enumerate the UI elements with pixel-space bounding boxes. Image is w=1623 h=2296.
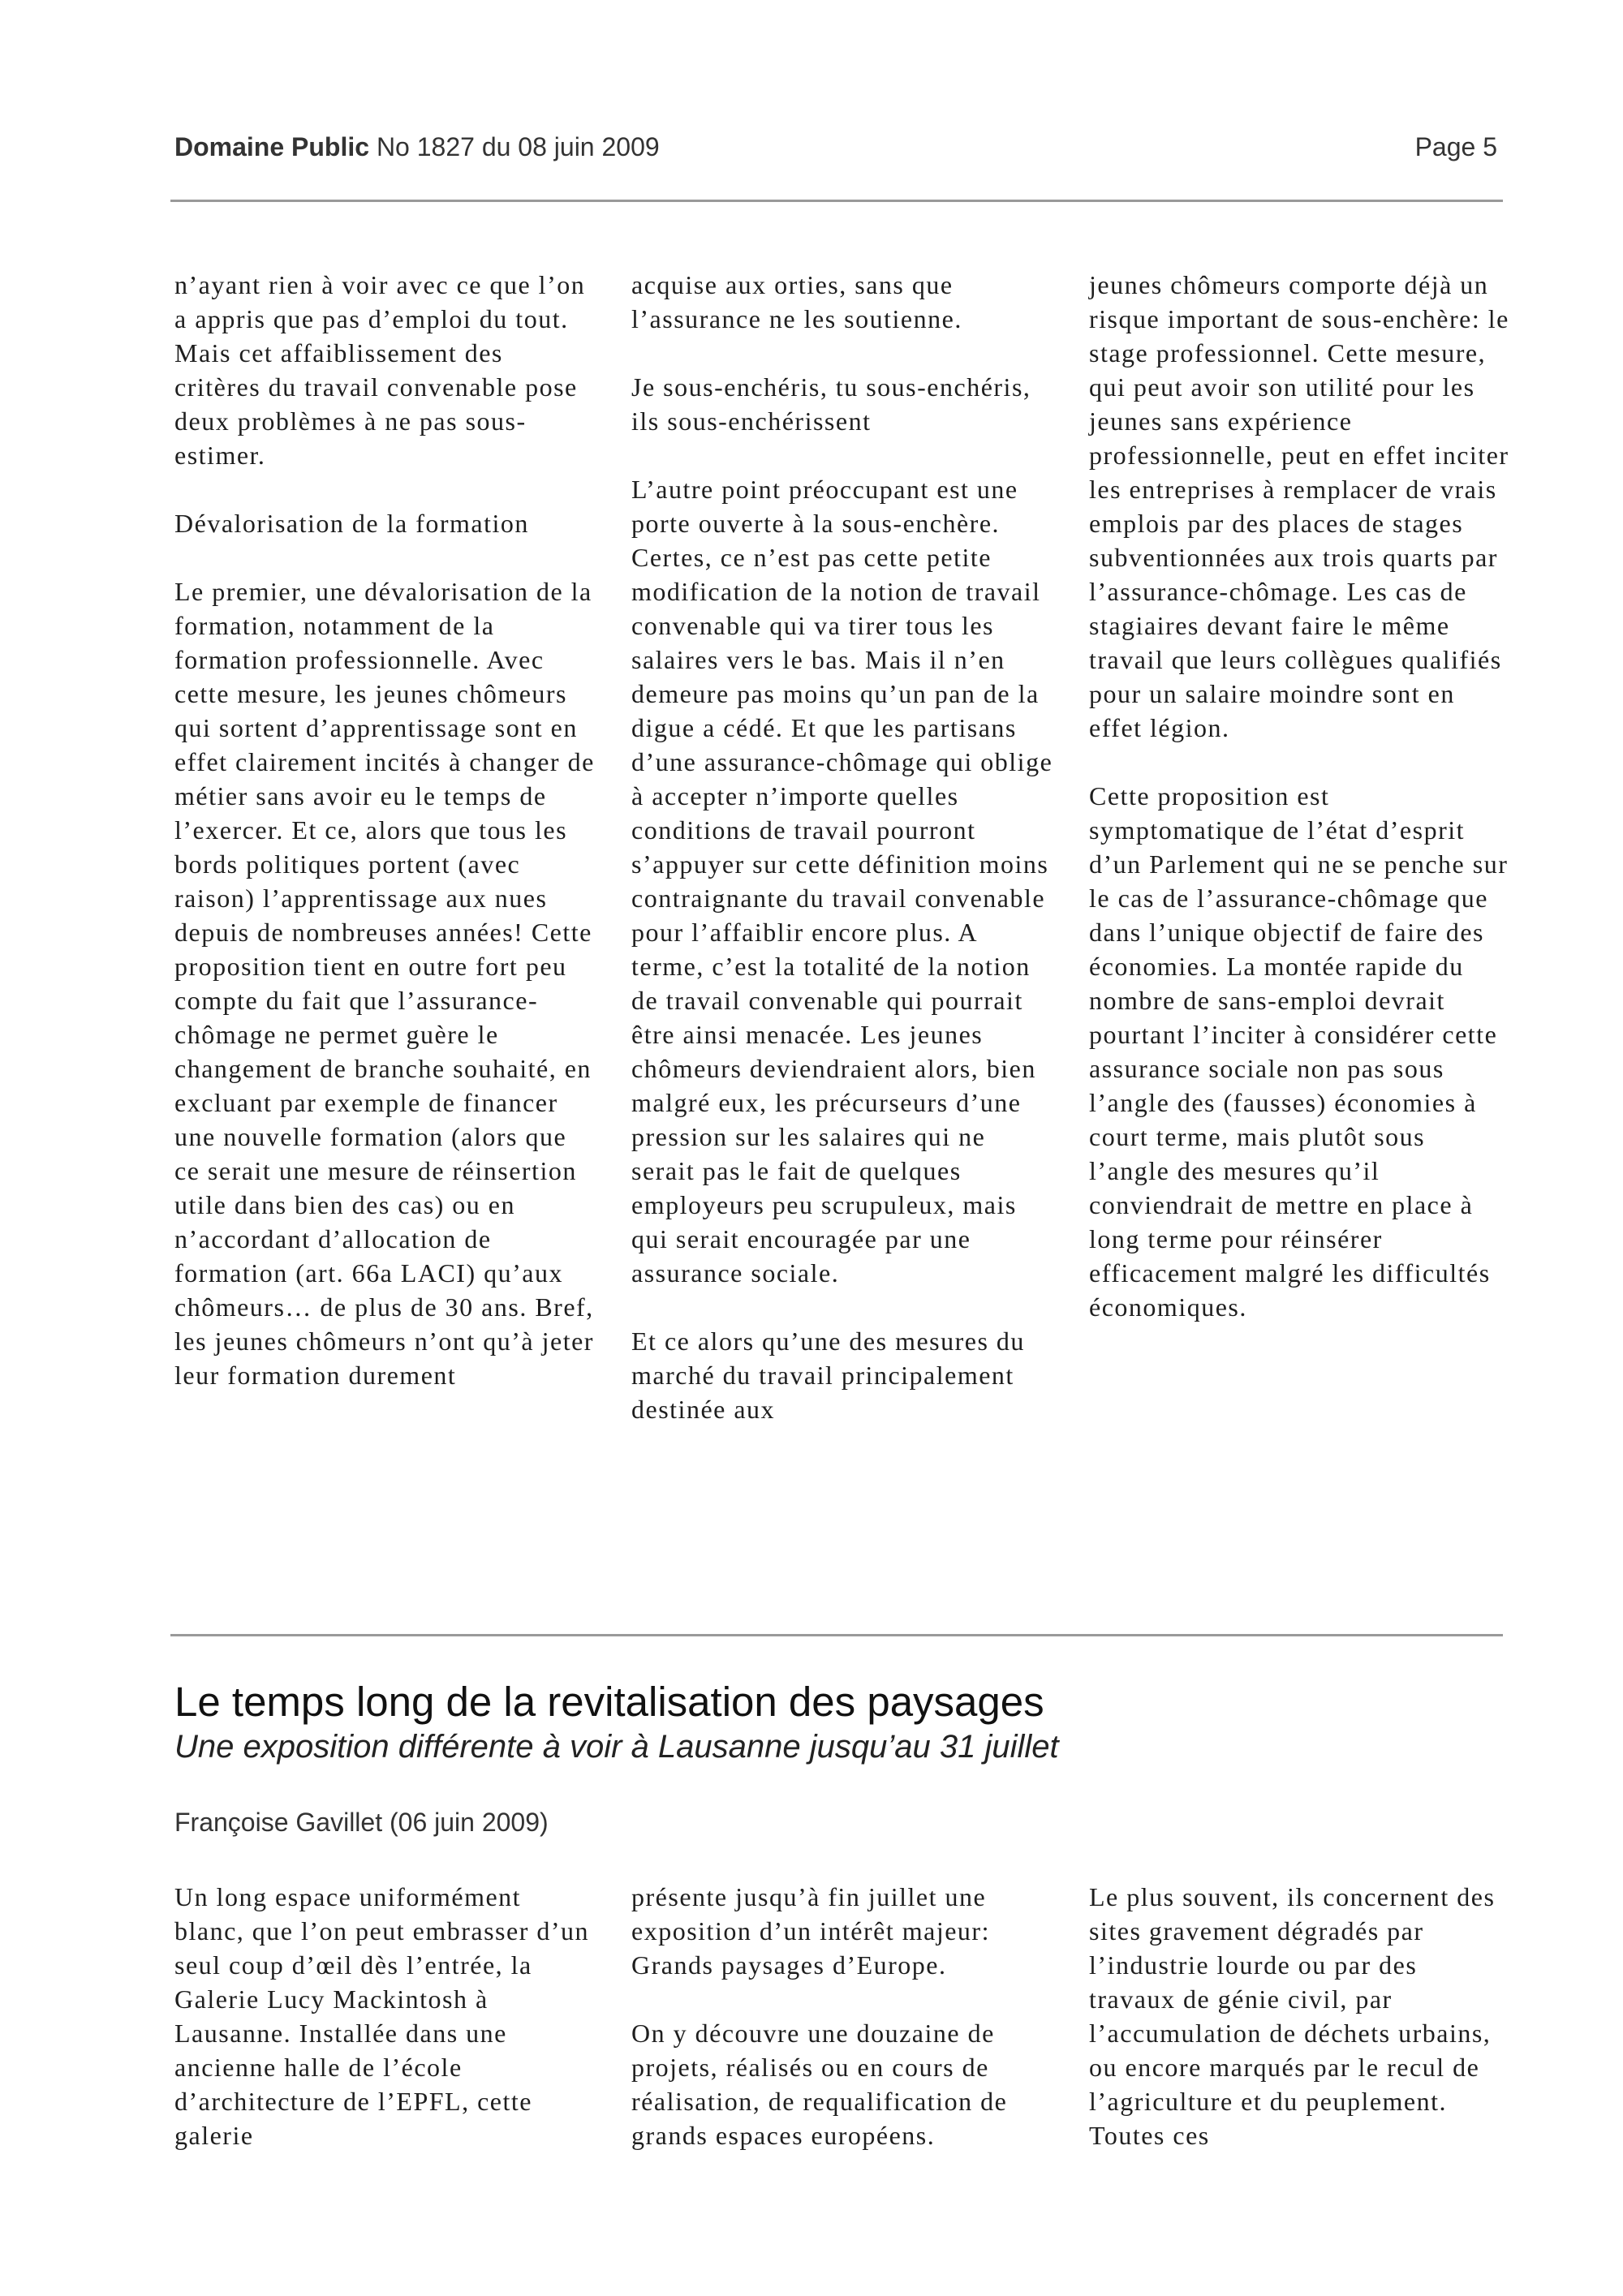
article1-paragraph: L’autre point préoccupant est une porte ouverte à la sous-enchère. Certes, ce n’est pas cette petite modification de la notion de travail convenable qui va tirer tous les salaires vers le bas. Mais il n’en demeure pas moins qu’un pan de la digue a cédé. Et que les partisans d’une assurance-chômage qui oblige à accepter n’importe quelles conditions de travail pourront s’appuyer sur cette définition moins contraignante du travail convenable pour l’affaiblir encore plus. A terme, c’est la totalité de la notion de travail convenable qui pourrait être ainsi menacée. Les jeunes chômeurs deviendraient alors, bien malgré eux, les précurseurs d’une pression sur les salaires qui ne serait pas le fait de quelques employeurs peu scrupuleux, mais qui serait encouragée par une assurance sociale. bbox=[631, 475, 1053, 1288]
article-divider bbox=[170, 1634, 1503, 1636]
page-number: Page 5 bbox=[1414, 132, 1497, 161]
article2-subtitle: Une exposition différente à voir à Lausanne jusqu’au 31 juillet bbox=[174, 1729, 1059, 1765]
article1-paragraph: Le premier, une dévalorisation de la formation, notamment de la formation professionnelle. Avec cette mesure, les jeunes chômeurs qui sortent d’apprentissage sont en effet clairement incités à changer de métier sans avoir eu le temps de l’exercer. Et ce, alors que tous les bords politiques portent (avec raison) l’apprentissage aux nues depuis de nombreuses années! Cette proposition tient en outre fort peu compte du fait que l’assurance-chômage ne permet guère le changement de branche souhaité, en excluant par exemple de financer une nouvelle formation (alors que ce serait une mesure de réinsertion utile dans bien des cas) ou en n’accordant d’allocation de formation (art. 66a LACI) qu’aux chômeurs… de plus de 30 ans. Bref, les jeunes chômeurs n’ont qu’à jeter leur formation durement bbox=[174, 577, 595, 1390]
article2-title: Le temps long de la revitalisation des paysages bbox=[174, 1679, 1044, 1725]
article2-paragraph: Le plus souvent, ils concernent des sites gravement dégradés par l’industrie lourde ou par des travaux de génie civil, par l’accumulation de déchets urbains, ou encore marqués par le recul de l’agriculture et du peuplement. Toutes ces bbox=[1089, 1882, 1496, 2150]
header-divider bbox=[170, 200, 1503, 202]
publication-name: Domaine Public bbox=[174, 132, 370, 161]
article1-paragraph: n’ayant rien à voir avec ce que l’on a appris que pas d’emploi du tout. Mais cet affaiblissement des critères du travail convenable pose deux problèmes à ne pas sous-estimer. bbox=[174, 270, 586, 470]
article2-column-1 bbox=[174, 1880, 596, 2152]
article1-column-1 bbox=[174, 268, 596, 1392]
article1-paragraph: acquise aux orties, sans que l’assurance ne les soutienne. bbox=[631, 270, 962, 333]
issue-info: No 1827 du 08 juin 2009 bbox=[376, 132, 660, 161]
article1-paragraph: Et ce alors qu’une des mesures du marché du travail principalement destinée aux bbox=[631, 1326, 1025, 1424]
article2-column-3 bbox=[1089, 1880, 1511, 2152]
article1-column-3 bbox=[1089, 268, 1511, 1324]
article2-paragraph: On y découvre une douzaine de projets, réalisés ou en cours de réalisation, de requalification de grands espaces européens. bbox=[631, 2019, 1008, 2150]
article2-byline: Françoise Gavillet (06 juin 2009) bbox=[174, 1808, 549, 1837]
article2-paragraph: Un long espace uniformément blanc, que l’on peut embrasser d’un seul coup d’œil dès l’entrée, la Galerie Lucy Mackintosh à Lausanne. Installée dans une ancienne halle de l’école d’architecture de l’EPFL, cette galerie bbox=[174, 1882, 590, 2150]
article1-section-heading: Je sous-enchéris, tu sous-enchéris, ils sous-enchérissent bbox=[631, 372, 1031, 436]
article1-section-heading: Dévalorisation de la formation bbox=[174, 509, 529, 538]
article2-paragraph: présente jusqu’à fin juillet une exposition d’un intérêt majeur: Grands paysages d’Europe. bbox=[631, 1882, 990, 1980]
article1-paragraph: Cette proposition est symptomatique de l’état d’esprit d’un Parlement qui ne se penche sur le cas de l’assurance-chômage que dans l’unique objectif de faire des économies. La montée rapide du nombre de sans-emploi devrait pourtant l’inciter à considérer cette assurance sociale non pas sous l’angle des (fausses) économies à court terme, mais plutôt sous l’angle des mesures qu’il conviendrait de mettre en place à long terme pour réinsérer efficacement malgré les difficultés économiques. bbox=[1089, 781, 1509, 1322]
article1-paragraph: jeunes chômeurs comporte déjà un risque important de sous-enchère: le stage professionnel. Cette mesure, qui peut avoir son utilité pour les jeunes sans expérience professionnelle, peut en effet inciter les entreprises à remplacer de vrais emplois par des places de stages subventionnées aux trois quarts par l’assurance-chômage. Les cas de stagiaires devant faire le même travail que leurs collègues qualifiés pour un salaire moindre sont en effet légion. bbox=[1089, 270, 1509, 742]
page-header bbox=[174, 132, 1497, 170]
article2-column-2 bbox=[631, 1880, 1053, 2152]
article1-column-2 bbox=[631, 268, 1053, 1426]
